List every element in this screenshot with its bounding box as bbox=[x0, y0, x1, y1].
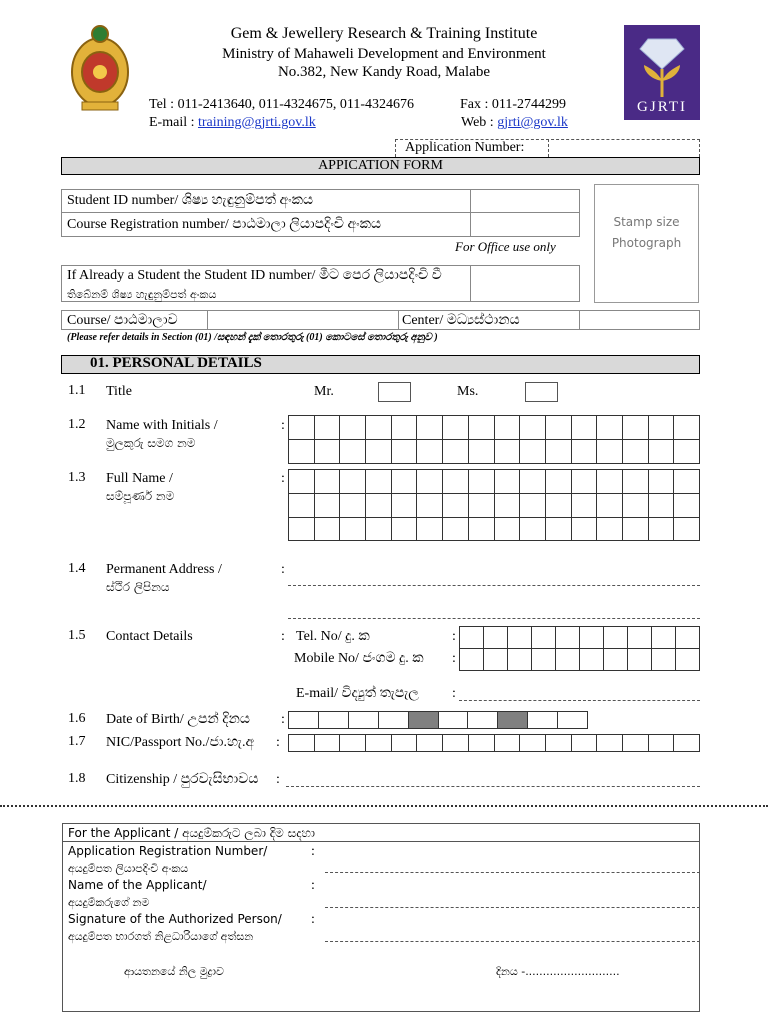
input-cell[interactable] bbox=[546, 470, 572, 493]
input-cell[interactable] bbox=[315, 518, 341, 540]
mr-label: Mr. bbox=[314, 384, 334, 399]
input-cell[interactable] bbox=[674, 494, 700, 517]
input-cell[interactable] bbox=[392, 470, 418, 493]
telephone-numbers: Tel : 011-2413640, 011-4324675, 011-4324676 bbox=[149, 97, 414, 112]
input-cell[interactable] bbox=[340, 494, 366, 517]
input-cell[interactable] bbox=[674, 470, 700, 493]
input-cell[interactable] bbox=[469, 416, 495, 439]
input-cell[interactable] bbox=[417, 470, 443, 493]
citizenship-label: Citizenship / පුරවැසිභාවය bbox=[106, 772, 259, 787]
input-cell[interactable] bbox=[520, 494, 546, 517]
input-cell[interactable] bbox=[580, 627, 604, 648]
input-cell[interactable] bbox=[520, 416, 546, 439]
email-label: E-mail/ විද්‍යුත් තැපැල bbox=[296, 686, 419, 701]
refer-note: (Please refer details in Section (01) /සඳහන් දැක් තොරතුරු (01) කොටසේ තොරතුරු අනුව ) bbox=[67, 332, 438, 343]
applicant-name-label-sinhala: අයදුම්කරුගේ නම bbox=[68, 896, 150, 909]
address-line-1[interactable] bbox=[288, 585, 700, 586]
full-name-label-sinhala: සම්පූර්ණ නම bbox=[106, 489, 175, 503]
fax-number: Fax : 011-2744299 bbox=[460, 97, 567, 112]
office-use-note: For Office use only bbox=[455, 239, 556, 254]
input-cell[interactable] bbox=[366, 470, 392, 493]
input-cell[interactable] bbox=[676, 649, 700, 670]
input-cell[interactable] bbox=[443, 416, 469, 439]
input-cell[interactable] bbox=[379, 712, 409, 728]
input-cell[interactable] bbox=[460, 649, 484, 670]
input-cell[interactable] bbox=[649, 416, 675, 439]
input-cell[interactable] bbox=[439, 712, 469, 728]
institute-stamp-label: ආයතනයේ නිල මුද්‍රාව bbox=[124, 965, 224, 978]
mobile-no-cells[interactable] bbox=[459, 649, 700, 671]
colon: : bbox=[281, 418, 285, 433]
diamond-logo-icon bbox=[624, 25, 700, 100]
input-cell[interactable] bbox=[443, 470, 469, 493]
input-cell[interactable] bbox=[572, 518, 598, 540]
input-cell[interactable] bbox=[546, 518, 572, 540]
colon: : bbox=[281, 629, 285, 644]
course-label: Course/ පාඨමාලාව bbox=[67, 313, 178, 328]
tel-no-label: Tel. No/ දු. ක bbox=[296, 629, 370, 644]
input-cell[interactable] bbox=[572, 440, 598, 463]
input-cell[interactable] bbox=[532, 649, 556, 670]
input-cell[interactable] bbox=[556, 627, 580, 648]
colon: : bbox=[452, 651, 456, 666]
center-label: Center/ මධ්‍යස්ථානය bbox=[402, 313, 520, 328]
input-cell[interactable] bbox=[392, 416, 418, 439]
email-line: E-mail : training@gjrti.gov.lk bbox=[149, 115, 316, 130]
colon: : bbox=[276, 772, 280, 787]
input-cell[interactable] bbox=[628, 627, 652, 648]
input-cell[interactable] bbox=[604, 649, 628, 670]
full-name-cells-row1[interactable] bbox=[288, 469, 700, 494]
name-initials-label-sinhala: මුලකුරු සමග නම bbox=[106, 436, 196, 450]
input-cell[interactable] bbox=[289, 518, 315, 540]
input-cell[interactable] bbox=[289, 494, 315, 517]
logo-text: GJRTI bbox=[637, 99, 687, 115]
input-cell[interactable] bbox=[520, 440, 546, 463]
application-number-label: Application Number: bbox=[405, 140, 525, 155]
input-cell[interactable] bbox=[597, 440, 623, 463]
colon: : bbox=[311, 912, 315, 927]
input-cell[interactable] bbox=[315, 470, 341, 493]
input-cell[interactable] bbox=[315, 440, 341, 463]
name-initials-label: Name with Initials / bbox=[106, 418, 218, 433]
photo-label-2: Photograph bbox=[611, 236, 682, 250]
input-cell[interactable] bbox=[289, 712, 319, 728]
date-label: දිනය -........................... bbox=[496, 965, 620, 978]
student-id-input[interactable] bbox=[471, 190, 579, 212]
app-reg-label: Application Registration Number/ bbox=[68, 844, 268, 858]
app-reg-input-line[interactable] bbox=[325, 872, 700, 873]
input-cell[interactable] bbox=[498, 712, 528, 728]
previous-student-id-input[interactable] bbox=[471, 266, 579, 301]
input-cell[interactable] bbox=[674, 440, 700, 463]
input-cell[interactable] bbox=[417, 494, 443, 517]
cut-line bbox=[0, 805, 768, 807]
input-cell[interactable] bbox=[495, 416, 521, 439]
input-cell[interactable] bbox=[392, 735, 418, 751]
input-cell[interactable] bbox=[484, 649, 508, 670]
input-cell[interactable] bbox=[366, 494, 392, 517]
input-cell[interactable] bbox=[520, 518, 546, 540]
colon: : bbox=[452, 629, 456, 644]
photo-box[interactable] bbox=[594, 184, 699, 303]
input-cell[interactable] bbox=[469, 735, 495, 751]
signature-input-line[interactable] bbox=[325, 941, 700, 942]
input-cell[interactable] bbox=[495, 735, 521, 751]
input-cell[interactable] bbox=[652, 627, 676, 648]
nic-passport-cells[interactable] bbox=[288, 734, 700, 752]
input-cell[interactable] bbox=[674, 735, 700, 751]
input-cell[interactable] bbox=[315, 416, 341, 439]
colon: : bbox=[311, 844, 315, 859]
input-cell[interactable] bbox=[674, 518, 700, 540]
institute-address: No.382, New Kandy Road, Malabe bbox=[277, 64, 491, 80]
input-cell[interactable] bbox=[597, 518, 623, 540]
input-cell[interactable] bbox=[443, 735, 469, 751]
input-cell[interactable] bbox=[556, 649, 580, 670]
input-cell[interactable] bbox=[597, 470, 623, 493]
item-number: 1.7 bbox=[68, 734, 86, 749]
input-cell[interactable] bbox=[676, 627, 700, 648]
input-cell[interactable] bbox=[572, 494, 598, 517]
input-cell[interactable] bbox=[495, 470, 521, 493]
input-cell[interactable] bbox=[520, 470, 546, 493]
web-line: Web : gjrti@gov.lk bbox=[461, 115, 568, 130]
input-cell[interactable] bbox=[495, 518, 521, 540]
name-initials-cells-row1[interactable] bbox=[288, 415, 700, 440]
app-reg-label-sinhala: අයදුම්පත ලියාපදිංචි අංකය bbox=[68, 862, 189, 875]
signature-label: Signature of the Authorized Person/ bbox=[68, 912, 282, 926]
input-cell[interactable] bbox=[340, 440, 366, 463]
input-cell[interactable] bbox=[469, 440, 495, 463]
signature-label-sinhala: අයදුම්පත භාරගත් නිළධාරියාගේ අත්සන bbox=[68, 930, 254, 943]
contact-details-label: Contact Details bbox=[106, 629, 193, 644]
input-cell[interactable] bbox=[392, 440, 418, 463]
input-cell[interactable] bbox=[597, 735, 623, 751]
student-id-label: Student ID number/ ශිෂ්‍ය හැඳුනුම්පත් අංකය bbox=[67, 193, 314, 208]
input-cell[interactable] bbox=[558, 712, 588, 728]
input-cell[interactable] bbox=[546, 735, 572, 751]
input-cell[interactable] bbox=[289, 440, 315, 463]
application-number-input[interactable] bbox=[548, 139, 699, 156]
date-of-birth-cells[interactable] bbox=[288, 711, 588, 729]
item-number: 1.1 bbox=[68, 383, 86, 398]
input-cell[interactable] bbox=[623, 470, 649, 493]
colon: : bbox=[281, 712, 285, 727]
input-cell[interactable] bbox=[443, 440, 469, 463]
item-number: 1.2 bbox=[68, 417, 86, 432]
full-name-label: Full Name / bbox=[106, 471, 173, 486]
item-number: 1.8 bbox=[68, 771, 86, 786]
item-number: 1.3 bbox=[68, 470, 86, 485]
input-cell[interactable] bbox=[623, 735, 649, 751]
input-cell[interactable] bbox=[532, 627, 556, 648]
full-name-cells-row2[interactable] bbox=[288, 494, 700, 518]
already-student-label-sinhala: තිබේනම් ශිෂ්‍ය හැඳුනුම්පත් අංකය bbox=[67, 288, 217, 301]
input-cell[interactable] bbox=[623, 440, 649, 463]
input-cell[interactable] bbox=[469, 470, 495, 493]
full-name-cells-row3[interactable] bbox=[288, 518, 700, 541]
ms-label: Ms. bbox=[457, 384, 479, 399]
input-cell[interactable] bbox=[508, 627, 532, 648]
form-title: APPICATION FORM bbox=[61, 157, 700, 175]
input-cell[interactable] bbox=[520, 735, 546, 751]
input-cell[interactable] bbox=[392, 518, 418, 540]
receipt-heading: For the Applicant / අයදුම්කරුට ලබා දිම සදහා bbox=[68, 826, 315, 840]
input-cell[interactable] bbox=[628, 649, 652, 670]
course-input[interactable] bbox=[208, 311, 397, 329]
web-link[interactable]: gjrti@gov.lk bbox=[497, 115, 568, 130]
item-number: 1.4 bbox=[68, 561, 86, 576]
input-cell[interactable] bbox=[649, 440, 675, 463]
input-cell[interactable] bbox=[546, 494, 572, 517]
center-input[interactable] bbox=[580, 311, 699, 329]
section-personal-details-title: 01. PERSONAL DETAILS bbox=[61, 355, 700, 374]
colon: : bbox=[311, 878, 315, 893]
input-cell[interactable] bbox=[340, 735, 366, 751]
input-cell[interactable] bbox=[417, 735, 443, 751]
input-cell[interactable] bbox=[340, 470, 366, 493]
ms-checkbox[interactable] bbox=[525, 382, 558, 402]
input-cell[interactable] bbox=[508, 649, 532, 670]
input-cell[interactable] bbox=[340, 416, 366, 439]
input-cell[interactable] bbox=[417, 440, 443, 463]
input-cell[interactable] bbox=[443, 494, 469, 517]
item-number: 1.6 bbox=[68, 711, 86, 726]
input-cell[interactable] bbox=[623, 416, 649, 439]
input-cell[interactable] bbox=[366, 518, 392, 540]
input-cell[interactable] bbox=[460, 627, 484, 648]
input-cell[interactable] bbox=[572, 470, 598, 493]
input-cell[interactable] bbox=[495, 440, 521, 463]
input-cell[interactable] bbox=[468, 712, 498, 728]
photo-label-1: Stamp size bbox=[613, 215, 680, 229]
input-cell[interactable] bbox=[315, 494, 341, 517]
input-cell[interactable] bbox=[366, 735, 392, 751]
input-cell[interactable] bbox=[289, 416, 315, 439]
citizenship-input-line[interactable] bbox=[286, 786, 700, 787]
input-cell[interactable] bbox=[289, 470, 315, 493]
applicant-name-input-line[interactable] bbox=[325, 907, 700, 908]
input-cell[interactable] bbox=[289, 735, 315, 751]
input-cell[interactable] bbox=[623, 518, 649, 540]
colon: : bbox=[281, 471, 285, 486]
address-line-2[interactable] bbox=[288, 618, 700, 619]
permanent-address-label: Permanent Address / bbox=[106, 562, 222, 577]
input-cell[interactable] bbox=[649, 735, 675, 751]
input-cell[interactable] bbox=[572, 735, 598, 751]
input-cell[interactable] bbox=[604, 627, 628, 648]
course-registration-input[interactable] bbox=[471, 213, 579, 236]
input-cell[interactable] bbox=[443, 518, 469, 540]
mobile-no-label: Mobile No/ ජංගම දු. ක bbox=[294, 651, 424, 666]
input-cell[interactable] bbox=[674, 416, 700, 439]
name-initials-cells-row2[interactable] bbox=[288, 440, 700, 464]
colon: : bbox=[276, 735, 280, 750]
input-cell[interactable] bbox=[469, 494, 495, 517]
input-cell[interactable] bbox=[315, 735, 341, 751]
input-cell[interactable] bbox=[366, 416, 392, 439]
input-cell[interactable] bbox=[484, 627, 508, 648]
input-cell[interactable] bbox=[580, 649, 604, 670]
email-input-line[interactable] bbox=[459, 700, 700, 701]
input-cell[interactable] bbox=[572, 416, 598, 439]
input-cell[interactable] bbox=[649, 494, 675, 517]
input-cell[interactable] bbox=[469, 518, 495, 540]
input-cell[interactable] bbox=[340, 518, 366, 540]
applicant-name-label: Name of the Applicant/ bbox=[68, 878, 207, 892]
input-cell[interactable] bbox=[652, 649, 676, 670]
tel-no-cells[interactable] bbox=[459, 626, 700, 649]
colon: : bbox=[281, 562, 285, 577]
input-cell[interactable] bbox=[623, 494, 649, 517]
input-cell[interactable] bbox=[366, 440, 392, 463]
email-link[interactable]: training@gjrti.gov.lk bbox=[198, 115, 316, 130]
already-student-label: If Already a Student the Student ID number/ මීට පෙර ලියාපදිංචි වී bbox=[67, 268, 442, 283]
input-cell[interactable] bbox=[546, 440, 572, 463]
ministry-name: Ministry of Mahaweli Development and Environment bbox=[222, 46, 546, 62]
nic-passport-label: NIC/Passport No./ජා.හැ.අ bbox=[106, 735, 255, 750]
input-cell[interactable] bbox=[649, 470, 675, 493]
input-cell[interactable] bbox=[319, 712, 349, 728]
input-cell[interactable] bbox=[528, 712, 558, 728]
input-cell[interactable] bbox=[495, 494, 521, 517]
course-registration-label: Course Registration number/ පාඨමාලා ලියාපදිංචි අංකය bbox=[67, 217, 382, 232]
mr-checkbox[interactable] bbox=[378, 382, 411, 402]
date-of-birth-label: Date of Birth/ උපන් දිනය bbox=[106, 712, 250, 727]
input-cell[interactable] bbox=[417, 518, 443, 540]
input-cell[interactable] bbox=[349, 712, 379, 728]
permanent-address-label-sinhala: ස්ථිර ලිපිනය bbox=[106, 580, 170, 594]
item-number: 1.5 bbox=[68, 628, 86, 643]
input-cell[interactable] bbox=[392, 494, 418, 517]
input-cell[interactable] bbox=[597, 494, 623, 517]
institute-name: Gem & Jewellery Research & Training Institute bbox=[230, 25, 538, 42]
colon: : bbox=[452, 686, 456, 701]
input-cell[interactable] bbox=[409, 712, 439, 728]
gjrti-logo bbox=[624, 25, 700, 120]
input-cell[interactable] bbox=[546, 416, 572, 439]
input-cell[interactable] bbox=[649, 518, 675, 540]
input-cell[interactable] bbox=[597, 416, 623, 439]
title-label: Title bbox=[106, 384, 132, 399]
input-cell[interactable] bbox=[417, 416, 443, 439]
